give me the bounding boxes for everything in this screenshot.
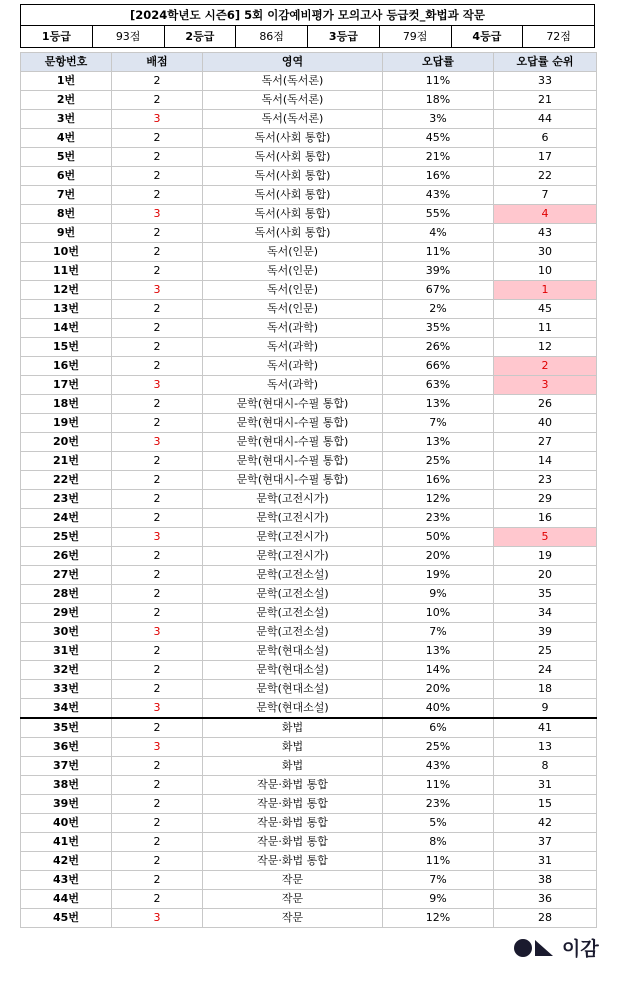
table-row [21, 490, 597, 509]
question-number-cell: 28번 [21, 585, 112, 604]
error-rate-cell: 23% [383, 509, 494, 528]
table-row [21, 566, 597, 585]
points-cell: 2 [112, 680, 203, 699]
error-rank-cell: 44 [494, 110, 597, 129]
points-cell: 2 [112, 490, 203, 509]
table-row [21, 814, 597, 833]
table-row [21, 833, 597, 852]
error-rate-cell: 12% [383, 909, 494, 928]
area-cell: 독서(사회 통합) [203, 148, 383, 167]
table-row [21, 281, 597, 300]
table-row [21, 243, 597, 262]
error-rate-cell: 4% [383, 224, 494, 243]
table-row [21, 852, 597, 871]
table-row [21, 148, 597, 167]
table-row [21, 699, 597, 719]
points-cell: 2 [112, 757, 203, 776]
points-cell: 3 [112, 623, 203, 642]
area-cell: 문학(고전소설) [203, 604, 383, 623]
table-row [21, 72, 597, 91]
error-rate-cell: 43% [383, 186, 494, 205]
question-number-cell: 5번 [21, 148, 112, 167]
points-cell: 2 [112, 890, 203, 909]
error-rate-cell: 16% [383, 167, 494, 186]
points-cell: 2 [112, 718, 203, 738]
area-cell: 문학(현대시-수필 통합) [203, 471, 383, 490]
header-error-rank: 오답률 순위 [494, 53, 597, 72]
area-cell: 문학(현대시-수필 통합) [203, 395, 383, 414]
points-cell: 2 [112, 414, 203, 433]
error-rank-cell: 10 [494, 262, 597, 281]
table-row [21, 509, 597, 528]
table-row [21, 357, 597, 376]
points-cell: 2 [112, 243, 203, 262]
error-rate-cell: 13% [383, 395, 494, 414]
area-cell: 문학(고전시가) [203, 528, 383, 547]
points-cell: 3 [112, 738, 203, 757]
points-cell: 3 [112, 433, 203, 452]
error-rank-cell: 7 [494, 186, 597, 205]
area-cell: 독서(인문) [203, 300, 383, 319]
question-number-cell: 10번 [21, 243, 112, 262]
error-rate-cell: 9% [383, 890, 494, 909]
question-number-cell: 8번 [21, 205, 112, 224]
area-cell: 독서(과학) [203, 338, 383, 357]
area-cell: 문학(현대소설) [203, 642, 383, 661]
error-rank-cell: 34 [494, 604, 597, 623]
error-rank-cell: 38 [494, 871, 597, 890]
error-rate-cell: 7% [383, 871, 494, 890]
points-cell: 2 [112, 338, 203, 357]
error-rate-cell: 2% [383, 300, 494, 319]
area-cell: 문학(현대시-수필 통합) [203, 433, 383, 452]
question-number-cell: 9번 [21, 224, 112, 243]
area-cell: 문학(현대시-수필 통합) [203, 414, 383, 433]
points-cell: 2 [112, 795, 203, 814]
question-number-cell: 44번 [21, 890, 112, 909]
error-rank-cell: 12 [494, 338, 597, 357]
area-cell: 화법 [203, 718, 383, 738]
error-rate-cell: 11% [383, 852, 494, 871]
question-number-cell: 39번 [21, 795, 112, 814]
error-rate-cell: 5% [383, 814, 494, 833]
table-row [21, 585, 597, 604]
error-rank-cell: 15 [494, 795, 597, 814]
area-cell: 독서(사회 통합) [203, 167, 383, 186]
question-number-cell: 17번 [21, 376, 112, 395]
error-rate-cell: 39% [383, 262, 494, 281]
error-rank-cell: 26 [494, 395, 597, 414]
error-rank-cell: 28 [494, 909, 597, 928]
error-rank-cell: 29 [494, 490, 597, 509]
points-cell: 2 [112, 452, 203, 471]
error-rank-cell: 18 [494, 680, 597, 699]
area-cell: 문학(현대소설) [203, 661, 383, 680]
error-rate-cell: 63% [383, 376, 494, 395]
error-rank-cell: 30 [494, 243, 597, 262]
table-row [21, 871, 597, 890]
area-cell: 독서(독서론) [203, 72, 383, 91]
area-cell: 문학(고전시가) [203, 547, 383, 566]
points-cell: 3 [112, 205, 203, 224]
error-rate-cell: 26% [383, 338, 494, 357]
error-rate-cell: 7% [383, 414, 494, 433]
question-number-cell: 7번 [21, 186, 112, 205]
grade-label: 1등급 [21, 26, 93, 47]
error-rank-cell: 9 [494, 699, 597, 719]
table-row [21, 757, 597, 776]
area-cell: 독서(인문) [203, 243, 383, 262]
question-number-cell: 16번 [21, 357, 112, 376]
error-rate-cell: 21% [383, 148, 494, 167]
question-number-cell: 34번 [21, 699, 112, 719]
question-number-cell: 26번 [21, 547, 112, 566]
question-number-cell: 14번 [21, 319, 112, 338]
points-cell: 2 [112, 585, 203, 604]
area-cell: 독서(인문) [203, 262, 383, 281]
question-number-cell: 32번 [21, 661, 112, 680]
error-rate-cell: 23% [383, 795, 494, 814]
points-cell: 2 [112, 852, 203, 871]
error-rate-cell: 6% [383, 718, 494, 738]
area-cell: 문학(고전시가) [203, 490, 383, 509]
table-row [21, 186, 597, 205]
points-cell: 2 [112, 167, 203, 186]
error-rank-cell: 36 [494, 890, 597, 909]
error-rank-cell: 8 [494, 757, 597, 776]
question-number-cell: 31번 [21, 642, 112, 661]
title-box [20, 4, 595, 48]
points-cell: 2 [112, 814, 203, 833]
table-row [21, 604, 597, 623]
table-row [21, 471, 597, 490]
question-number-cell: 43번 [21, 871, 112, 890]
table-row [21, 909, 597, 928]
error-rate-cell: 8% [383, 833, 494, 852]
points-cell: 3 [112, 281, 203, 300]
question-number-cell: 37번 [21, 757, 112, 776]
error-rank-cell: 43 [494, 224, 597, 243]
area-cell: 독서(과학) [203, 319, 383, 338]
table-row [21, 738, 597, 757]
question-number-cell: 35번 [21, 718, 112, 738]
area-cell: 문학(현대소설) [203, 680, 383, 699]
question-number-cell: 19번 [21, 414, 112, 433]
error-rank-cell: 37 [494, 833, 597, 852]
points-cell: 2 [112, 72, 203, 91]
area-cell: 작문·화법 통합 [203, 833, 383, 852]
error-rate-cell: 16% [383, 471, 494, 490]
table-row [21, 91, 597, 110]
error-rate-cell: 13% [383, 433, 494, 452]
question-number-cell: 40번 [21, 814, 112, 833]
table-row [21, 376, 597, 395]
table-header-row [21, 53, 597, 72]
error-rate-cell: 12% [383, 490, 494, 509]
area-cell: 작문·화법 통합 [203, 814, 383, 833]
points-cell: 3 [112, 110, 203, 129]
grade-score: 79점 [380, 26, 452, 47]
error-rank-cell: 14 [494, 452, 597, 471]
question-number-cell: 11번 [21, 262, 112, 281]
points-cell: 2 [112, 224, 203, 243]
points-cell: 2 [112, 186, 203, 205]
area-cell: 화법 [203, 738, 383, 757]
table-row [21, 661, 597, 680]
table-row [21, 433, 597, 452]
error-rank-cell: 21 [494, 91, 597, 110]
igam-logo-icon [513, 938, 559, 958]
points-cell: 3 [112, 376, 203, 395]
question-number-cell: 22번 [21, 471, 112, 490]
logo-text: 이감 [562, 938, 599, 960]
header-area: 영역 [203, 53, 383, 72]
area-cell: 화법 [203, 757, 383, 776]
question-number-cell: 42번 [21, 852, 112, 871]
table-row [21, 129, 597, 148]
points-cell: 2 [112, 566, 203, 585]
error-rank-cell: 42 [494, 814, 597, 833]
area-cell: 독서(사회 통합) [203, 129, 383, 148]
table-row [21, 110, 597, 129]
error-rank-cell: 20 [494, 566, 597, 585]
points-cell: 2 [112, 357, 203, 376]
question-number-cell: 13번 [21, 300, 112, 319]
error-rank-cell: 31 [494, 776, 597, 795]
error-rank-cell: 19 [494, 547, 597, 566]
error-rank-cell: 6 [494, 129, 597, 148]
points-cell: 3 [112, 699, 203, 719]
question-number-cell: 45번 [21, 909, 112, 928]
grade-label: 4등급 [452, 26, 524, 47]
points-cell: 2 [112, 262, 203, 281]
grade-label: 2등급 [165, 26, 237, 47]
error-rate-cell: 3% [383, 110, 494, 129]
question-number-cell: 12번 [21, 281, 112, 300]
area-cell: 독서(사회 통합) [203, 205, 383, 224]
question-number-cell: 23번 [21, 490, 112, 509]
area-cell: 독서(인문) [203, 281, 383, 300]
error-rate-cell: 20% [383, 680, 494, 699]
area-cell: 독서(사회 통합) [203, 186, 383, 205]
error-rate-cell: 66% [383, 357, 494, 376]
points-cell: 2 [112, 471, 203, 490]
error-rank-cell: 1 [494, 281, 597, 300]
grade-label: 3등급 [308, 26, 380, 47]
error-rank-cell: 40 [494, 414, 597, 433]
area-cell: 작문 [203, 890, 383, 909]
points-cell: 3 [112, 909, 203, 928]
error-rate-cell: 20% [383, 547, 494, 566]
error-rank-cell: 17 [494, 148, 597, 167]
error-rank-cell: 23 [494, 471, 597, 490]
header-error-rate: 오답률 [383, 53, 494, 72]
table-row [21, 528, 597, 547]
table-row [21, 776, 597, 795]
grade-score: 86점 [236, 26, 308, 47]
error-rate-cell: 13% [383, 642, 494, 661]
area-cell: 독서(과학) [203, 376, 383, 395]
error-rank-cell: 35 [494, 585, 597, 604]
error-rate-cell: 40% [383, 699, 494, 719]
error-rank-cell: 11 [494, 319, 597, 338]
header-question-no: 문항번호 [21, 53, 112, 72]
question-number-cell: 25번 [21, 528, 112, 547]
error-rank-cell: 25 [494, 642, 597, 661]
error-rank-cell: 33 [494, 72, 597, 91]
area-cell: 독서(독서론) [203, 91, 383, 110]
error-rank-cell: 2 [494, 357, 597, 376]
error-rank-cell: 16 [494, 509, 597, 528]
error-rank-cell: 24 [494, 661, 597, 680]
table-row [21, 680, 597, 699]
question-number-cell: 33번 [21, 680, 112, 699]
error-rate-cell: 7% [383, 623, 494, 642]
error-rate-cell: 25% [383, 452, 494, 471]
error-rate-cell: 10% [383, 604, 494, 623]
points-cell: 2 [112, 148, 203, 167]
question-number-cell: 18번 [21, 395, 112, 414]
area-cell: 작문 [203, 909, 383, 928]
table-row [21, 338, 597, 357]
area-cell: 문학(고전소설) [203, 585, 383, 604]
question-number-cell: 27번 [21, 566, 112, 585]
igam-logo [513, 934, 599, 961]
grade-score: 72점 [546, 30, 571, 43]
error-rank-cell: 45 [494, 300, 597, 319]
question-number-cell: 15번 [21, 338, 112, 357]
error-rate-cell: 50% [383, 528, 494, 547]
grade-score: 93점 [93, 26, 165, 47]
points-cell: 2 [112, 395, 203, 414]
points-cell: 2 [112, 833, 203, 852]
error-rank-cell: 13 [494, 738, 597, 757]
points-cell: 2 [112, 300, 203, 319]
area-cell: 문학(현대소설) [203, 699, 383, 719]
error-rate-cell: 45% [383, 129, 494, 148]
error-rate-cell: 25% [383, 738, 494, 757]
error-rank-cell: 22 [494, 167, 597, 186]
table-row [21, 395, 597, 414]
table-row [21, 300, 597, 319]
table-row [21, 623, 597, 642]
question-number-cell: 24번 [21, 509, 112, 528]
error-rate-cell: 9% [383, 585, 494, 604]
table-row [21, 452, 597, 471]
area-cell: 독서(과학) [203, 357, 383, 376]
error-rate-cell: 67% [383, 281, 494, 300]
error-rate-cell: 11% [383, 776, 494, 795]
question-number-cell: 2번 [21, 91, 112, 110]
area-cell: 작문·화법 통합 [203, 795, 383, 814]
points-cell: 2 [112, 319, 203, 338]
error-rank-cell: 27 [494, 433, 597, 452]
question-number-cell: 36번 [21, 738, 112, 757]
points-cell: 2 [112, 91, 203, 110]
error-rank-cell: 41 [494, 718, 597, 738]
grade-cut-row [21, 26, 594, 47]
points-cell: 2 [112, 642, 203, 661]
error-rate-cell: 14% [383, 661, 494, 680]
area-cell: 작문·화법 통합 [203, 852, 383, 871]
question-number-cell: 3번 [21, 110, 112, 129]
area-cell: 문학(현대시-수필 통합) [203, 452, 383, 471]
question-number-cell: 6번 [21, 167, 112, 186]
table-row [21, 224, 597, 243]
area-cell: 문학(고전소설) [203, 566, 383, 585]
table-row [21, 718, 597, 738]
points-cell: 2 [112, 776, 203, 795]
table-row [21, 319, 597, 338]
table-row [21, 414, 597, 433]
table-row [21, 205, 597, 224]
table-row [21, 167, 597, 186]
table-row [21, 547, 597, 566]
question-number-cell: 41번 [21, 833, 112, 852]
points-cell: 2 [112, 129, 203, 148]
points-cell: 2 [112, 509, 203, 528]
question-number-cell: 29번 [21, 604, 112, 623]
error-rate-cell: 11% [383, 243, 494, 262]
error-rate-table [20, 52, 597, 928]
question-number-cell: 38번 [21, 776, 112, 795]
error-rate-cell: 43% [383, 757, 494, 776]
points-cell: 3 [112, 528, 203, 547]
area-cell: 작문 [203, 871, 383, 890]
points-cell: 2 [112, 604, 203, 623]
area-cell: 문학(고전소설) [203, 623, 383, 642]
error-rate-cell: 35% [383, 319, 494, 338]
error-rank-cell: 4 [494, 205, 597, 224]
question-number-cell: 4번 [21, 129, 112, 148]
error-rate-cell: 11% [383, 72, 494, 91]
error-rate-cell: 19% [383, 566, 494, 585]
header-points: 배점 [112, 53, 203, 72]
points-cell: 2 [112, 871, 203, 890]
area-cell: 독서(사회 통합) [203, 224, 383, 243]
table-row [21, 795, 597, 814]
question-number-cell: 30번 [21, 623, 112, 642]
table-row [21, 262, 597, 281]
points-cell: 2 [112, 547, 203, 566]
question-number-cell: 1번 [21, 72, 112, 91]
question-number-cell: 20번 [21, 433, 112, 452]
table-row [21, 890, 597, 909]
error-rate-cell: 18% [383, 91, 494, 110]
error-rank-cell: 31 [494, 852, 597, 871]
error-rank-cell: 5 [494, 528, 597, 547]
error-rank-cell: 39 [494, 623, 597, 642]
area-cell: 독서(독서론) [203, 110, 383, 129]
error-rate-cell: 55% [383, 205, 494, 224]
area-cell: 문학(고전시가) [203, 509, 383, 528]
question-number-cell: 21번 [21, 452, 112, 471]
error-rank-cell: 3 [494, 376, 597, 395]
page-title: [2024학년도 시즌6] 5회 이감예비평가 모의고사 등급컷_화법과 작문 [21, 5, 594, 26]
points-cell: 2 [112, 661, 203, 680]
area-cell: 작문·화법 통합 [203, 776, 383, 795]
table-row [21, 642, 597, 661]
